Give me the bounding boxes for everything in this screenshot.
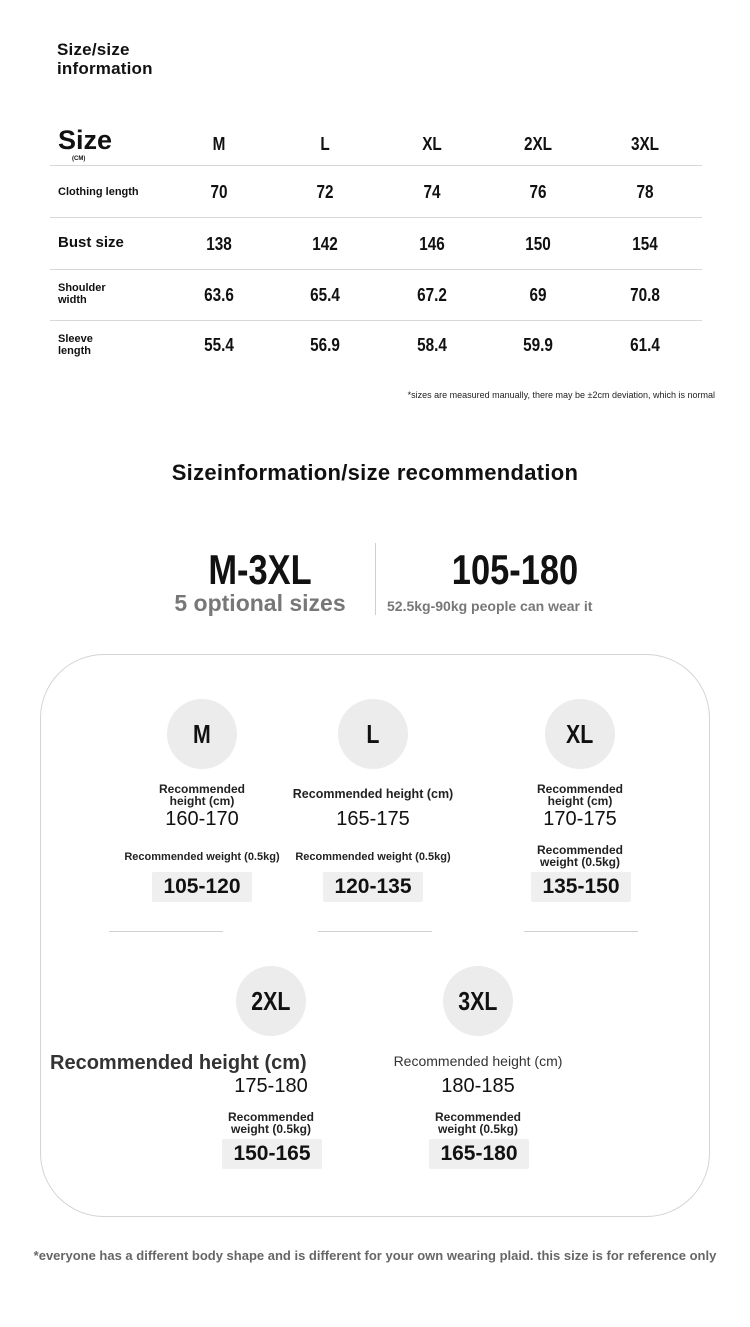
column-header: 2XL bbox=[523, 134, 553, 154]
table-cell: 78 bbox=[636, 182, 654, 202]
height-label: Recommended height (cm) bbox=[292, 787, 454, 801]
weight-value: 120-135 bbox=[323, 872, 423, 902]
table-cell: 154 bbox=[632, 234, 658, 254]
height-value: 180-185 bbox=[441, 1075, 515, 1097]
recommendation-l bbox=[268, 699, 478, 939]
size-badge-label: M bbox=[193, 718, 211, 749]
table-cell: 55.4 bbox=[204, 335, 234, 355]
page-heading-line-2: information bbox=[57, 59, 153, 78]
table-cell: 67.2 bbox=[417, 285, 447, 305]
page-heading-line-1: Size/size bbox=[57, 40, 130, 59]
section-title: Sizeinformation/size recommendation bbox=[171, 460, 579, 485]
size-badge bbox=[167, 699, 237, 769]
weight-value: 165-180 bbox=[429, 1139, 529, 1169]
column-header: XL bbox=[422, 134, 442, 154]
table-cell: 63.6 bbox=[204, 285, 234, 305]
row-label: Clothing length bbox=[58, 186, 139, 198]
height-label: Recommended height (cm) bbox=[158, 782, 246, 808]
weight-value: 105-120 bbox=[152, 872, 252, 902]
table-cell: 76 bbox=[529, 182, 547, 202]
footer-note: *everyone has a different body shape and is different for your own wearing plaid. this size is for reference only bbox=[33, 1248, 717, 1263]
table-cell: 138 bbox=[206, 234, 232, 254]
size-badge-label: 2XL bbox=[251, 985, 291, 1016]
weight-label: Recommended weight (0.5kg) bbox=[434, 1110, 522, 1136]
table-row bbox=[50, 218, 702, 270]
stats-divider bbox=[375, 543, 376, 615]
column-header: 3XL bbox=[630, 134, 660, 154]
height-label: Recommended height (cm) bbox=[536, 782, 624, 808]
height-label: Recommended height (cm) bbox=[393, 1053, 563, 1069]
row-label-line: Shoulder bbox=[58, 282, 106, 294]
column-divider bbox=[109, 931, 223, 932]
recommendation-xl bbox=[475, 699, 685, 939]
table-cell: 74 bbox=[423, 182, 441, 202]
table-header-row bbox=[50, 118, 702, 166]
size-unit-label: (CM) bbox=[72, 156, 86, 162]
size-badge-label: 3XL bbox=[458, 985, 498, 1016]
row-label-line: Sleeve bbox=[58, 333, 93, 345]
table-row bbox=[50, 270, 702, 321]
size-badge bbox=[338, 699, 408, 769]
height-value: 160-170 bbox=[165, 808, 239, 830]
table-cell: 150 bbox=[525, 234, 551, 254]
size-range-caption: 5 optional sizes bbox=[174, 590, 346, 616]
table-row bbox=[50, 166, 702, 218]
weight-label: Recommended weight (0.5kg) bbox=[124, 851, 280, 863]
weight-range: 105-180 bbox=[451, 546, 579, 593]
table-cell: 142 bbox=[312, 234, 338, 254]
size-badge bbox=[443, 966, 513, 1036]
size-badge-label: XL bbox=[566, 718, 594, 749]
row-label bbox=[58, 333, 93, 357]
table-cell: 58.4 bbox=[417, 335, 447, 355]
row-label-line: width bbox=[58, 294, 87, 306]
column-header: M bbox=[212, 134, 226, 154]
table-cell: 65.4 bbox=[310, 285, 340, 305]
size-range: M-3XL bbox=[208, 546, 312, 593]
column-header: L bbox=[320, 134, 330, 154]
size-badge bbox=[545, 699, 615, 769]
height-value: 175-180 bbox=[234, 1075, 308, 1097]
table-cell: 146 bbox=[419, 234, 445, 254]
table-cell: 61.4 bbox=[630, 335, 660, 355]
table-cell: 69 bbox=[529, 285, 547, 305]
size-badge bbox=[236, 966, 306, 1036]
height-value: 165-175 bbox=[336, 808, 410, 830]
weight-range-caption: 52.5kg-90kg people can wear it bbox=[387, 598, 593, 614]
column-divider bbox=[318, 931, 432, 932]
table-row bbox=[50, 321, 702, 371]
table-cell: 59.9 bbox=[523, 335, 553, 355]
table-cell: 70 bbox=[210, 182, 228, 202]
measurement-note: *sizes are measured manually, there may be ±2cm deviation, which is normal bbox=[407, 390, 715, 400]
weight-label: Recommended weight (0.5kg) bbox=[536, 843, 624, 869]
column-divider bbox=[524, 931, 638, 932]
row-label bbox=[58, 282, 106, 306]
row-label: Bust size bbox=[58, 234, 124, 251]
weight-label: Recommended weight (0.5kg) bbox=[295, 851, 451, 863]
weight-value: 135-150 bbox=[531, 872, 631, 902]
table-cell: 70.8 bbox=[630, 285, 660, 305]
table-cell: 72 bbox=[316, 182, 334, 202]
page-heading bbox=[57, 40, 257, 78]
table-cell: 56.9 bbox=[310, 335, 340, 355]
row-label-line: length bbox=[58, 345, 91, 357]
size-header-label: Size bbox=[58, 125, 113, 155]
height-value: 170-175 bbox=[543, 808, 617, 830]
height-label: Recommended height (cm) bbox=[50, 1052, 307, 1074]
recommendation-3xl bbox=[373, 966, 583, 1176]
weight-value: 150-165 bbox=[222, 1139, 322, 1169]
size-badge-label: L bbox=[366, 718, 380, 749]
recommendation-2xl bbox=[50, 966, 376, 1176]
weight-label: Recommended weight (0.5kg) bbox=[227, 1110, 315, 1136]
